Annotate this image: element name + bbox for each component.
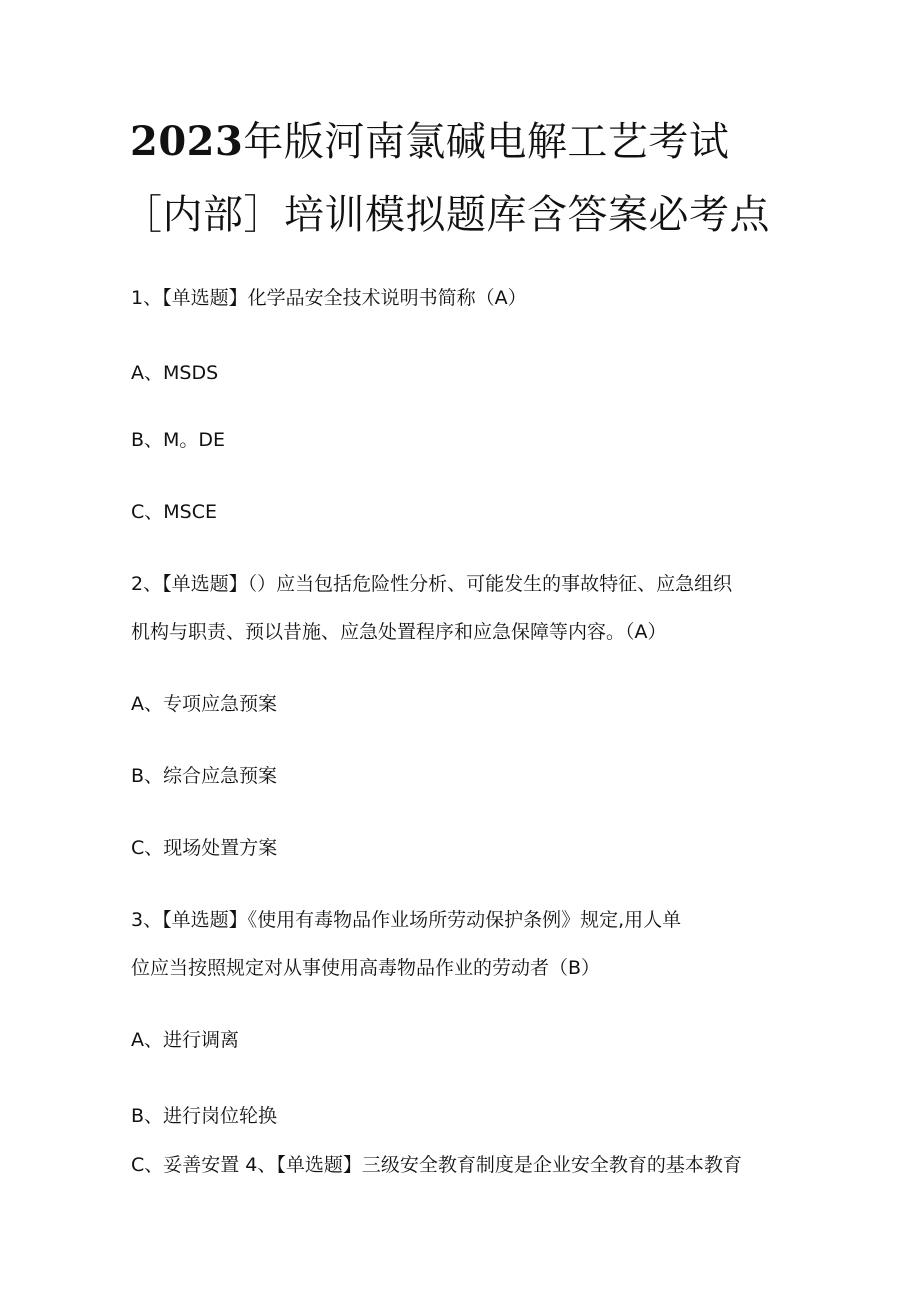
document-title-line-2: ［内部］培训模拟题库含答案必考点	[122, 192, 770, 238]
question-1-option-a: A、MSDS	[131, 362, 219, 384]
question-3-option-a: A、进行调离	[131, 1029, 239, 1051]
question-1-option-c: C、MSCE	[131, 501, 217, 523]
question-3-stem-line-1: 3、【单选题】《使用有毒物品作业场所劳动保护条例》规定,用人单	[131, 909, 682, 931]
title-year: 2023	[130, 118, 244, 165]
question-2-stem-line-2: 机构与职责、预以昔施、应急处置程序和应急保障等内容。（A）	[131, 621, 667, 643]
title-line-1-text: 年版河南氯碱电解工艺考试	[243, 119, 730, 165]
question-3-option-c-and-question-4-stem: C、妥善安置 4、【单选题】三级安全教育制度是企业安全教育的基本教育	[131, 1154, 742, 1176]
question-2-stem-line-1: 2、【单选题】（）应当包括危险性分析、可能发生的事故特征、应急组织	[131, 573, 733, 595]
question-2-option-a: A、专项应急预案	[131, 693, 277, 715]
question-3-option-b: B、进行岗位轮换	[131, 1105, 278, 1127]
question-1-option-b: B、M。DE	[131, 429, 226, 451]
question-1-stem: 1、【单选题】化学品安全技术说明书简称（A）	[131, 287, 527, 309]
document-title-line-1	[130, 118, 730, 165]
question-3-stem-line-2: 位应当按照规定对从事使用高毒物品作业的劳动者（B）	[131, 957, 601, 979]
question-2-option-b: B、综合应急预案	[131, 765, 278, 787]
question-2-option-c: C、现场处置方案	[131, 837, 278, 859]
